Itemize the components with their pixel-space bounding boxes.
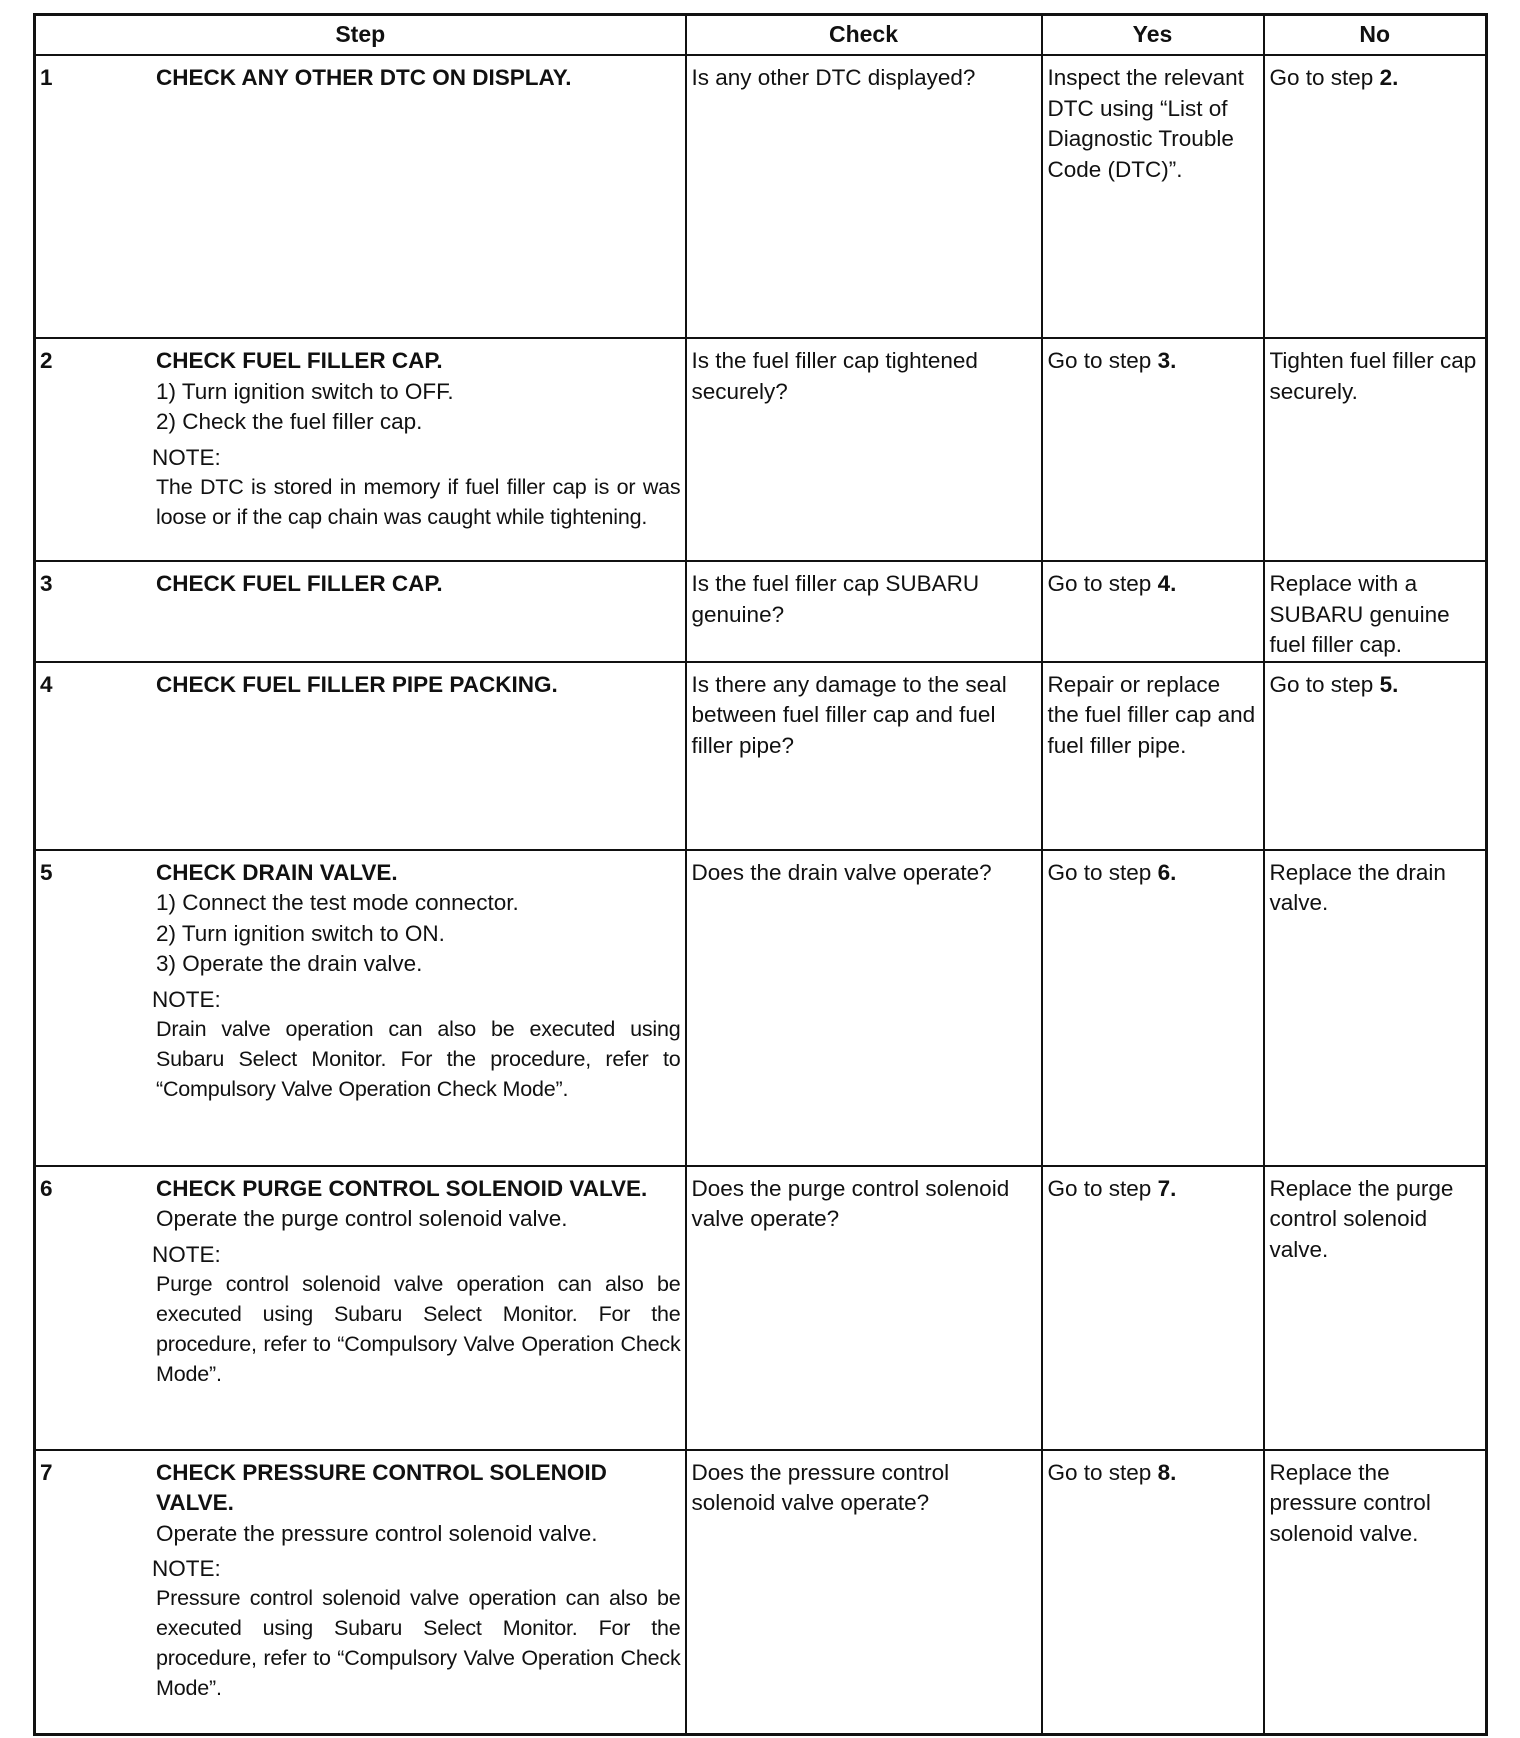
check-cell	[686, 662, 1042, 850]
yes-action	[1043, 851, 1263, 889]
step-cell	[35, 1166, 686, 1450]
step-cell	[35, 1450, 686, 1735]
no-cell	[1264, 1166, 1487, 1450]
note-text: Pressure control solenoid valve operation can also be executed using Subaru Select Monitor. For the procedure, refer to “Compulsory Valve Operation Check Mode”.	[156, 1586, 681, 1700]
table-row	[35, 850, 1487, 1166]
check-cell	[686, 1166, 1042, 1450]
no-text: Replace the pressure control solenoid valve.	[1269, 1459, 1431, 1546]
diagnostic-table	[33, 13, 1488, 1736]
table-row	[35, 338, 1487, 561]
yes-cell	[1042, 850, 1264, 1166]
header-check: Check	[686, 15, 1042, 56]
header-step: Step	[35, 15, 686, 56]
check-text: Is there any damage to the seal between fuel filler cap and fuel filler pipe?	[691, 671, 1007, 758]
no-text: Go to step	[1269, 671, 1374, 697]
note-label: NOTE:	[152, 444, 221, 470]
yes-action	[1043, 663, 1263, 762]
check-text: Does the pressure control solenoid valve operate?	[691, 1459, 950, 1515]
no-text: Replace the purge control solenoid valve.	[1269, 1175, 1454, 1262]
step-instruction: 2) Turn ignition switch to ON.	[156, 920, 445, 946]
table-row	[35, 662, 1487, 850]
step-instruction: 1) Turn ignition switch to OFF.	[156, 378, 454, 404]
step-instruction: Operate the pressure control solenoid valve.	[156, 1520, 598, 1546]
no-step-ref: 5.	[1379, 671, 1399, 697]
step-cell	[35, 850, 686, 1166]
no-cell	[1264, 850, 1487, 1166]
yes-action	[1043, 56, 1263, 185]
header-yes: Yes	[1042, 15, 1264, 56]
step-title: CHECK DRAIN VALVE.	[156, 859, 398, 885]
check-cell	[686, 850, 1042, 1166]
step-body	[152, 1167, 685, 1389]
yes-text: Go to step	[1047, 571, 1152, 596]
step-cell	[35, 662, 686, 850]
yes-action	[1043, 1167, 1263, 1205]
step-instruction: 1) Connect the test mode connector.	[156, 890, 519, 915]
no-text: Go to step	[1269, 65, 1374, 90]
note-label: NOTE:	[152, 986, 221, 1012]
step-body	[152, 851, 685, 1104]
step-number: 2	[40, 348, 53, 373]
no-action	[1265, 339, 1486, 407]
check-cell	[686, 561, 1042, 662]
note-label: NOTE:	[152, 1241, 221, 1267]
no-text: Replace the drain valve.	[1269, 859, 1446, 915]
check-text: Is the fuel filler cap SUBARU genuine?	[691, 571, 980, 627]
note-text: Drain valve operation can also be executed using Subaru Select Monitor. For the procedure, refer to “Compulsory Valve Operation Check Mode”.	[156, 1016, 681, 1101]
table-row	[35, 1166, 1487, 1450]
step-number: 6	[40, 1175, 53, 1201]
yes-action	[1043, 562, 1263, 600]
check-cell	[686, 338, 1042, 561]
yes-step-ref: 7.	[1157, 1175, 1177, 1201]
step-body	[156, 56, 685, 94]
check-cell	[686, 55, 1042, 338]
step-instruction: Operate the purge control solenoid valve.	[156, 1206, 568, 1231]
yes-text: Go to step	[1047, 348, 1152, 373]
no-action	[1265, 663, 1486, 701]
no-text: Tighten fuel filler cap securely.	[1269, 348, 1477, 404]
no-action	[1265, 1451, 1486, 1550]
step-body	[156, 663, 685, 701]
yes-cell	[1042, 561, 1264, 662]
table-row	[35, 561, 1487, 662]
check-text: Is any other DTC displayed?	[691, 65, 976, 90]
step-cell	[35, 55, 686, 338]
check-cell	[686, 1450, 1042, 1735]
note-text: The DTC is stored in memory if fuel filler cap is or was loose or if the cap chain was caught while tightening.	[156, 474, 681, 529]
step-title: CHECK FUEL FILLER CAP.	[156, 348, 443, 373]
step-number: 3	[40, 571, 53, 596]
no-cell	[1264, 662, 1487, 850]
step-number: 4	[40, 671, 53, 697]
yes-text: Go to step	[1047, 859, 1152, 885]
table-row	[35, 1450, 1487, 1735]
no-action	[1265, 1167, 1486, 1266]
check-text: Is the fuel filler cap tightened securely?	[691, 348, 978, 404]
yes-text: Inspect the relevant DTC using “List of Diagnostic Trouble Code (DTC)”.	[1047, 65, 1244, 182]
yes-step-ref: 8.	[1157, 1459, 1177, 1485]
yes-cell	[1042, 662, 1264, 850]
no-action	[1265, 562, 1486, 661]
note-text: Purge control solenoid valve operation can also be executed using Subaru Select Monitor. For the procedure, refer to “Compulsory Valve Operation Check Mode”.	[156, 1271, 681, 1386]
no-action	[1265, 56, 1486, 94]
step-instruction: 2) Check the fuel filler cap.	[156, 409, 423, 434]
check-text: Does the purge control solenoid valve operate?	[691, 1175, 1010, 1231]
yes-cell	[1042, 1450, 1264, 1735]
no-cell	[1264, 55, 1487, 338]
yes-text: Go to step	[1047, 1459, 1152, 1485]
step-title: CHECK ANY OTHER DTC ON DISPLAY.	[156, 65, 572, 90]
note-label: NOTE:	[152, 1556, 221, 1581]
step-title: CHECK PURGE CONTROL SOLENOID VALVE.	[156, 1175, 648, 1201]
table-header-row	[35, 15, 1487, 56]
step-body	[152, 1451, 685, 1704]
yes-text: Go to step	[1047, 1175, 1152, 1201]
step-body	[156, 562, 685, 600]
step-body	[152, 339, 685, 532]
step-number: 5	[40, 859, 53, 885]
no-cell	[1264, 338, 1487, 561]
yes-cell	[1042, 1166, 1264, 1450]
step-title: CHECK FUEL FILLER PIPE PACKING.	[156, 671, 558, 697]
step-title: CHECK PRESSURE CONTROL SOLENOID VALVE.	[156, 1459, 607, 1515]
yes-text: Repair or replace the fuel filler cap and fuel filler pipe.	[1047, 671, 1256, 758]
yes-step-ref: 4.	[1157, 571, 1177, 596]
step-title: CHECK FUEL FILLER CAP.	[156, 571, 443, 596]
yes-cell	[1042, 55, 1264, 338]
yes-cell	[1042, 338, 1264, 561]
no-cell	[1264, 561, 1487, 662]
yes-action	[1043, 1451, 1263, 1489]
yes-action	[1043, 339, 1263, 377]
header-no: No	[1264, 15, 1487, 56]
no-text: Replace with a SUBARU genuine fuel filler cap.	[1269, 571, 1450, 657]
step-cell	[35, 338, 686, 561]
no-action	[1265, 851, 1486, 919]
step-number: 1	[40, 65, 53, 90]
table-row	[35, 55, 1487, 338]
no-step-ref: 2.	[1379, 65, 1399, 90]
step-instruction: 3) Operate the drain valve.	[156, 951, 423, 976]
no-cell	[1264, 1450, 1487, 1735]
step-number: 7	[40, 1459, 53, 1485]
check-text: Does the drain valve operate?	[691, 859, 992, 885]
yes-step-ref: 3.	[1157, 348, 1177, 373]
step-cell	[35, 561, 686, 662]
yes-step-ref: 6.	[1157, 859, 1177, 885]
